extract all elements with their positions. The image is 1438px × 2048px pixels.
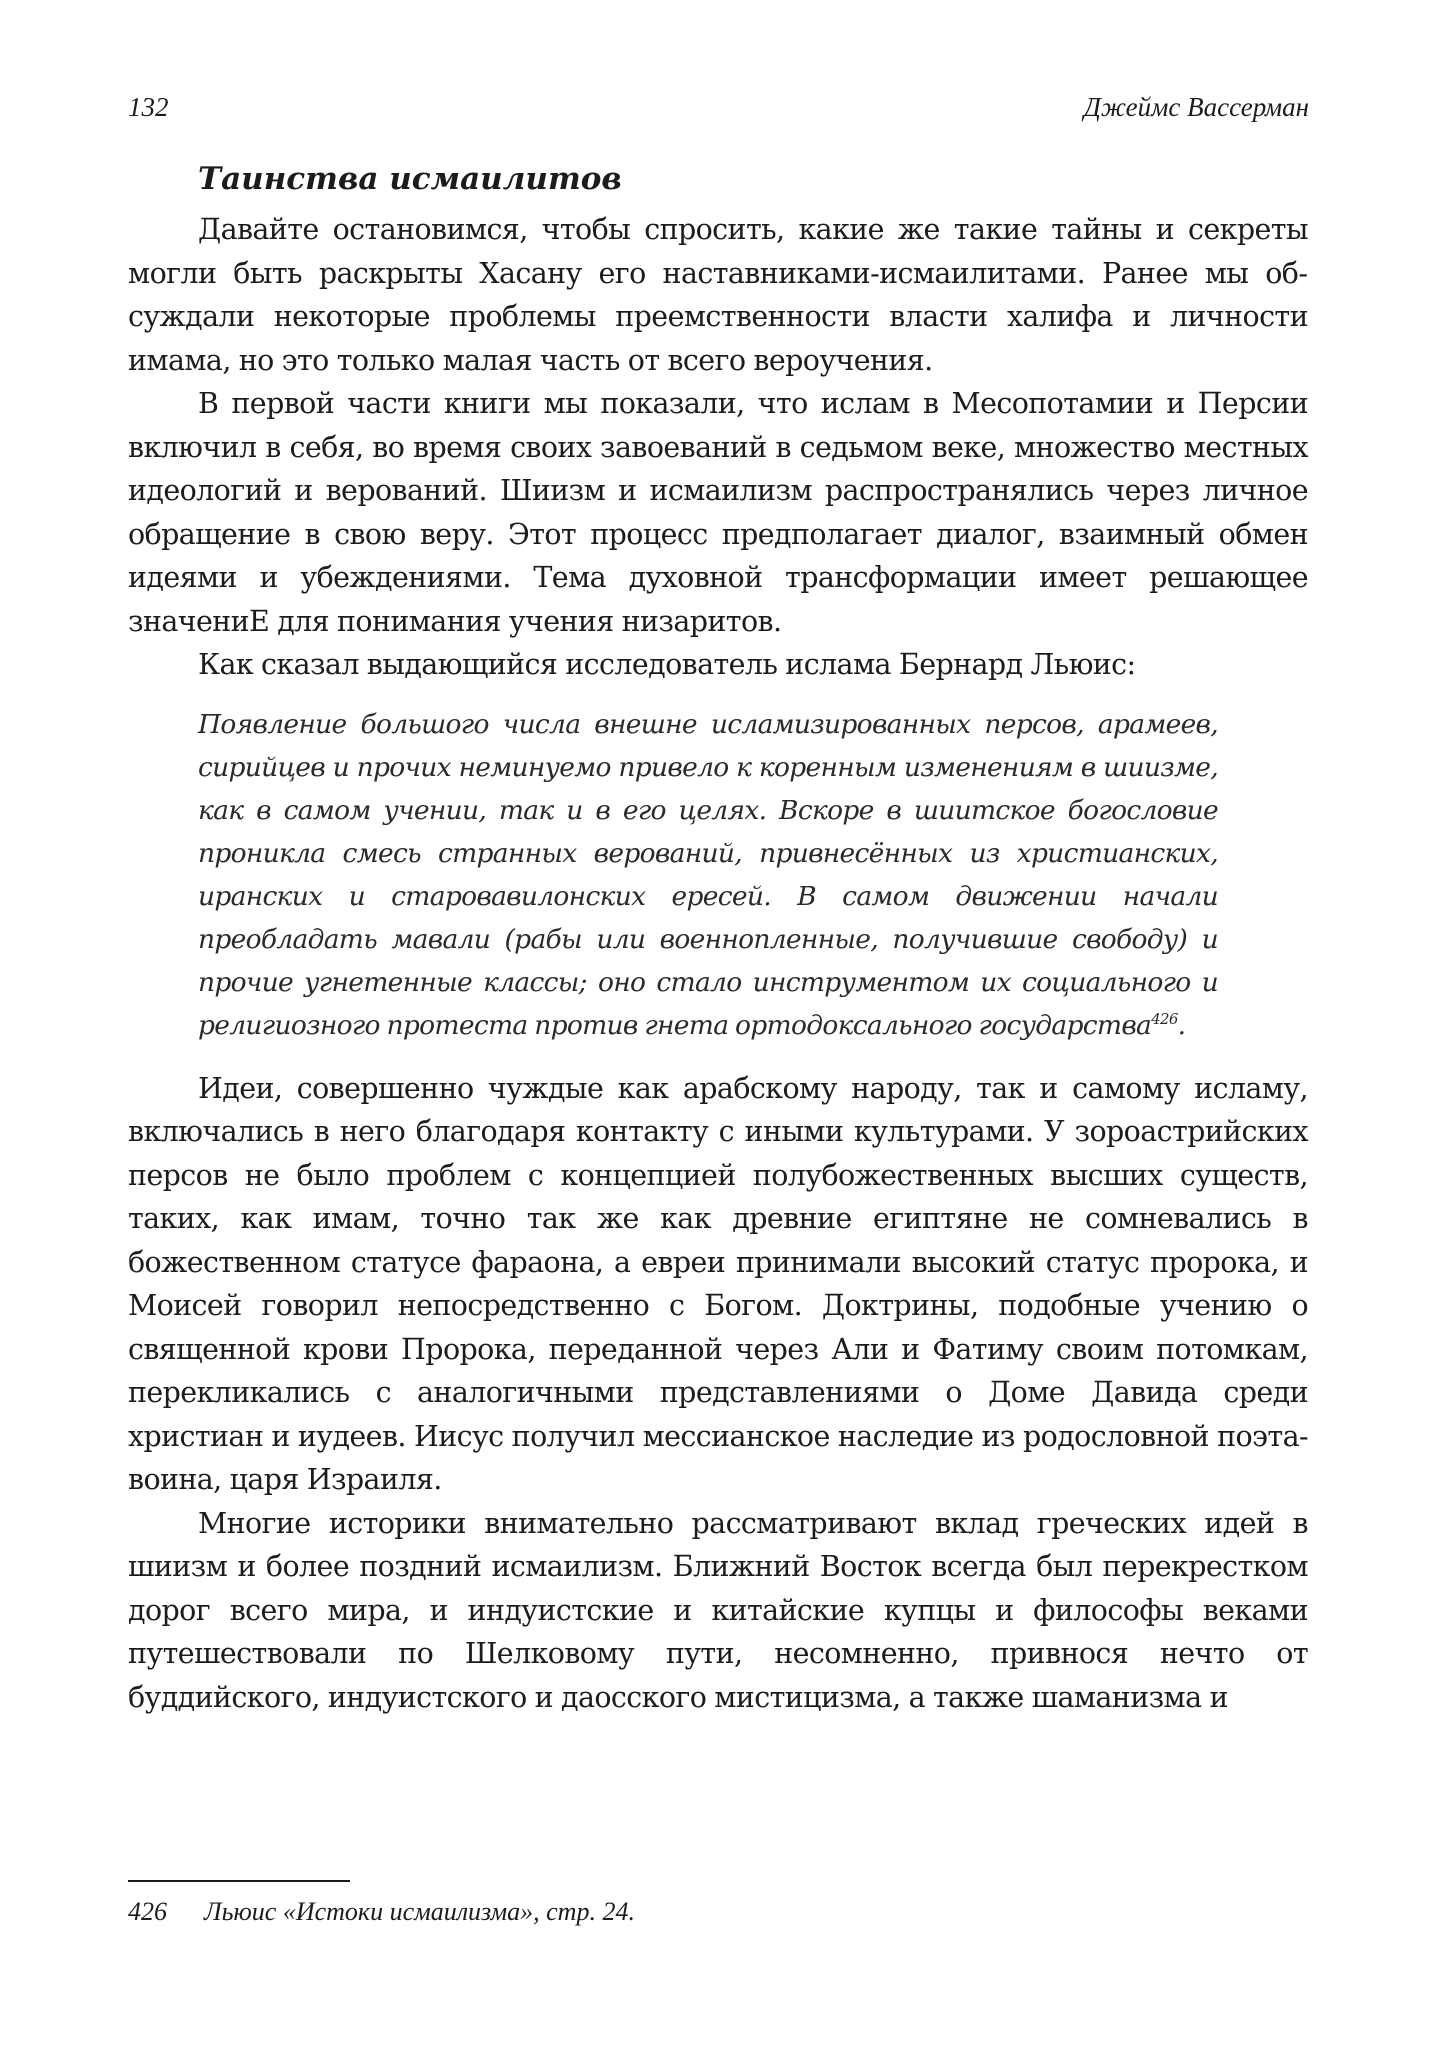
running-head <box>128 92 1309 132</box>
running-title: Джеймс Вассерман <box>1083 92 1309 122</box>
page-number: 132 <box>128 92 169 122</box>
footnote <box>128 1896 635 1928</box>
paragraph-3: Как сказал выдающийся исследователь ислама Бернард Льюис: <box>198 648 1136 681</box>
section-title: Таинства исмаилитов <box>198 161 622 197</box>
footnote-ref[interactable]: 426 <box>1151 1009 1178 1028</box>
quote-text: Появление большого числа внешне исламизированных персов, арамеев, сирийцев и прочих неминуемо привело к коренным изменениям в шиизме, как в самом учении, так и в его целях. Вскоре в шиитское богословие проникла смесь странных верований, привнесённых из христианских, иранских и старовавилонских ересей. В самом движении начали преобладать мавали (рабы или военнопленные, получившие свободу) и прочие угнетенные классы; оно стало инструментом их социального и религиозного протеста против гнета ортодоксального государства <box>198 708 1218 1041</box>
footnote-divider <box>128 1880 350 1882</box>
paragraph-4: Идеи, совершенно чуждые как арабскому народу, так и самому исламу, включались в него благодаря контакту с иными культурами. У зороастрийских персов не было проблем с концепцией полубожественных высших существ, таких, как имам, точно так же как древние египтяне не сомневались в божественном статусе фараона, а евреи принимали высокий статус пророка, и Моисей говорил непосредственно с Богом. Доктрины, подобные учению о священной крови Пророка, переданной через Али и Фатиму своим потомкам, перекликались с аналогичными представлениями о Доме Давида среди христиан и иудеев. Иисус получил мессианское наследие из родословной поэта-воина, царя Израиля. <box>128 1071 1308 1496</box>
page-body <box>128 150 1308 1719</box>
quote-end: . <box>1177 1009 1186 1041</box>
footnote-number: 426 <box>128 1897 167 1926</box>
paragraph-1: Давайте остановимся, чтобы спросить, какие же такие тайны и секреты могли быть раскрыты Хасану его наставниками-исмаилитами. Ранее мы обсуждали некоторые проблемы преемственности власти халифа и личности имама, но это только малая часть от всего вероучения. <box>128 213 1308 377</box>
paragraph-2: В первой части книги мы показали, что ислам в Месопотамии и Персии включил в себя, во время своих завоеваний в седьмом веке, множество местных идеологий и верований. Шиизм и исмаилизм распространялись через личное обращение в свою веру. Этот процесс предполагает диалог, взаимный обмен идеями и убеждениями. Тема духовной трансформации имеет решающее значениЕ для понимания учения низаритов. <box>128 387 1308 638</box>
block-quote <box>198 703 1218 1047</box>
paragraph-5: Многие историки внимательно рассматривают вклад греческих идей в шиизм и более поздний исмаилизм. Ближний Восток всегда был перекрестком дорог всего мира, и индуистские и китайские купцы и философы веками путешествовали по Шелковому пути, несомненно, привнося нечто от буддийского, индуистского и даосского мистицизма, а также шаманизма и <box>128 1506 1308 1714</box>
footnote-text: Льюис «Истоки исмаилизма», стр. 24. <box>204 1897 635 1926</box>
